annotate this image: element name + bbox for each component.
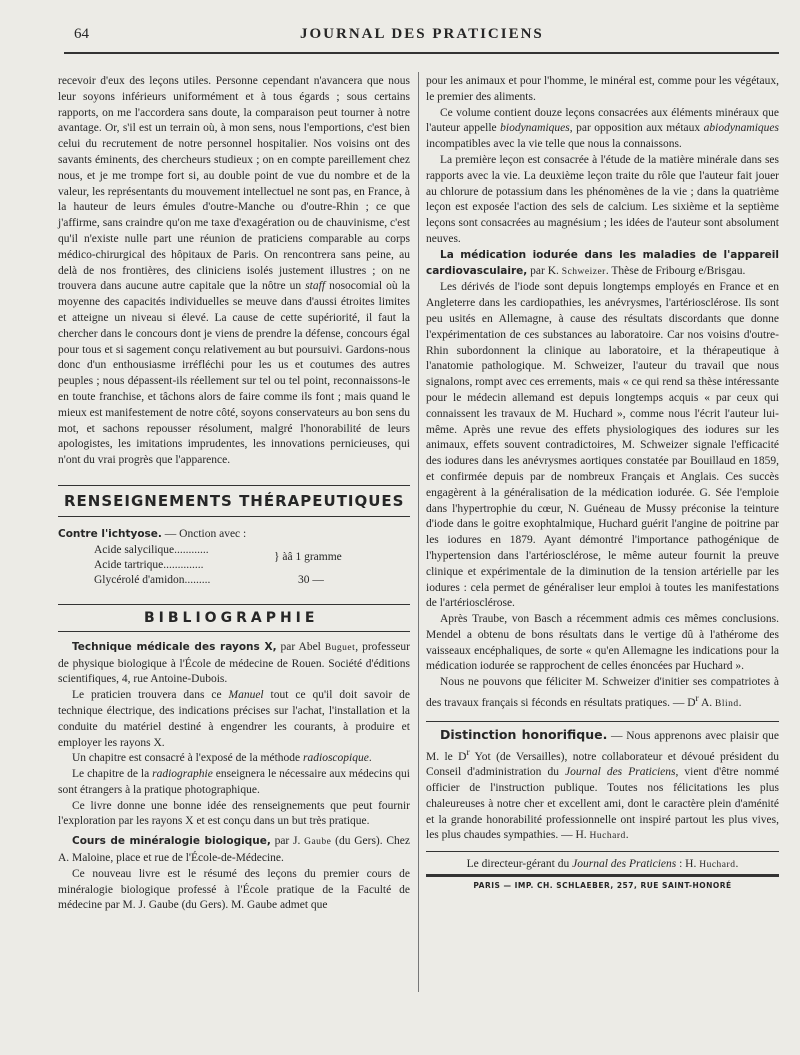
article-paragraph: La première leçon est consacrée à l'étude de la matière minérale dans ses rapports avec la vie. La deuxième leçon traite du rôle que l'auteur fait jouer au chlorure de potassium dans les phénomènes de la vie ; dans la quatrième leçon est exposée l'action des sels de calcium. Les sixième et la septième leçons sont consacrées au magnésium ; les idées de l'auteur sont absolument neuves. — [426, 153, 779, 245]
left-column — [58, 74, 410, 914]
column-divider — [418, 72, 419, 992]
rx-item: Glycérolé d'amidon......... 30 — — [94, 573, 324, 586]
biblio-entry-3: La médication iodurée dans les maladies de l'appareil cardiovasculaire, par K. Schweizer. Thèse de Fribourg e/Brisgau. — [426, 248, 779, 277]
biblio-paragraph: Ce livre donne une bonne idée des renseignements que peut fournir l'exploration par les rayons X et est conçu dans un but très pratique. — [58, 799, 410, 828]
biblio-paragraph: Un chapitre est consacré à l'exposé de la méthode radioscopique. — [72, 752, 372, 765]
renseignements-title: RENSEIGNEMENTS THÉRAPEUTIQUES — [64, 491, 405, 510]
footer-rule-bottom — [426, 874, 779, 877]
biblio-paragraph: Le praticien trouvera dans ce Manuel tout ce qu'il doit savoir de technique électrique, des indications précises sur l'achat, l'installation et la conduite du matériel destiné à engendrer les courants, à produire et employer les rayons X. — [58, 689, 410, 749]
header-rule — [64, 52, 779, 54]
rx-list — [58, 543, 410, 588]
article-paragraph: Après Traube, von Basch a récemment admis ces mêmes conclusions. Mendel a obtenu de bons résultats dans le vertige dû à l'athérome des vaisseaux encéphaliques, de sorte « qu'en Allemagne les indications pour la médication iodurée se rapprochent de celles énoncées par Huchard ». — [426, 613, 779, 673]
right-column — [426, 74, 779, 890]
rx-heading: Contre l'ichtyose. — Onction avec : — [58, 527, 247, 540]
footer-rule-top — [426, 851, 779, 852]
rx-brace-dose: } àâ 1 gramme — [274, 550, 342, 563]
director-line: Le directeur-gérant du Journal des Praticiens : H. Huchard. — [466, 858, 739, 871]
article-paragraph: Les dérivés de l'iode sont depuis longtemps employés en France et en Angleterre dans les cardiopathies, les anévrysmes, l'artériosclérose. Ils sont peu usités en Allemagne, à cause des résultats discordants que donne l'expérimentation de ces substances au laboratoire. Car nos voisins d'outre-Rhin subordonnent la clinique au laboratoire, et la thérapeutique à l'anatomie pathologique. M. Schweizer, l'auteur du travail que nous signalons, rompt avec ces errements, mais « ce qui rend sa thèse intéressante pour le médecin allemand est depuis longtemps acquis « par ceux qui connaissent les travaux de M. Huchard », comme nous l'écrit l'auteur lui-même. Après une revue des effets physiologiques des iodures sur les animaux, effets souvent contradictoires, M. Schweizer signale l'efficacité des iodures dans les anévrysmes aortiques constatée par Bouillaud en 1859, et confirmée depuis par de nombreux Français et Anglais. Ces succès engagèrent à la généralisation de la médication iodurée. G. Sée l'emploie dans l'hypertrophie du cœur, N. Guéneau de Mussy préconise la teinture d'iode dans le goitre exophtalmique, Huchard guérit l'angine de poitrine par les iodures en 1879. Ayant démontré l'importance pathogénique de l'hypertension dans l'artériosclérose, le même auteur fournit la preuve clinique et expérimentale de la diminution de la tension artérielle par les iodures : cela permet de généraliser leur emploi à toutes les manifestations de l'artériosclérose. — [426, 281, 779, 610]
page-number: 64 — [74, 26, 89, 42]
section-rule-top — [58, 485, 410, 486]
biblio-paragraph: Le chapitre de la radiographie enseignera le nécessaire aux médecins qui sont étrangers à la pratique photographique. — [58, 768, 410, 796]
distinction-paragraph: Distinction honorifique. — Nous apprenons avec plaisir que M. le $D^r$ Yot (de Versailles), notre collaborateur et dévoué président du Conseil d'administration du Journal des Praticiens, vient d'être nommé officier de l'instruction publique. Toutes nos félicitations les plus chaleureuses à notre cher et excellent ami, dont le caractère plein d'aménité et la grande honorabilité professionnelle ont inspiré partout les plus vives, les plus chaudes sympathies. — H. Huchard. — [426, 726, 779, 842]
running-title: JOURNAL DES PRATICIENS — [300, 26, 544, 42]
article-paragraph: Ce volume contient douze leçons consacrées aux éléments minéraux que l'auteur appelle biodynamiques, par opposition aux métaux abiodynamiques incompatibles avec la vie telle que nous la connaissons. — [426, 106, 780, 151]
article-paragraph: Nous ne pouvons que féliciter M. Schweizer d'initier ses compatriotes à des travaux français si féconds en résultats pratiques. — $D^r$ A. Blind. — [426, 676, 779, 709]
biblio-entry-2: Cours de minéralogie biologique, par J. Gaube (du Gers). Chez A. Maloine, place et rue de l'École-de-Médecine. — [58, 835, 410, 865]
rx-item: Acide tartrique.............. — [94, 558, 204, 571]
intro-paragraph: recevoir d'eux des leçons utiles. Personne cependant n'avancera que nous leur soyons inférieurs uniformément et à tous égards ; sous certains rapports, on me l'accordera sans doute, la comparaison peut tourner à notre avantage. Or, s'il est un terrain où, à mon sens, nous l'emportions, c'est bien celui du recrutement de notre personnel hospitalier. Nos voisins ont des savants éminents, des chercheurs studieux ; on en compte pareillement chez nous, et je me trompe fort si, au double point de vue du nombre et de la valeur, les représentants du mouvement intellectuel ne sont pas, en France, à la hauteur de leurs émules d'outre-Manche ou d'outre-Rhin ; ce que j'affirme, sans craindre qu'on me taxe d'exagération ou de chauvinisme, c'est qu'il n'existe nulle part une réunion de praticiens comparable au corps médico-chirurgical des hôpitaux de Paris. On rencontrera sans peine, au delà de nos frontières, des cliniciens isolés justement illustres ; on ne trouvera dans aucune autre capitale que la nôtre un staff nosocomial où la moyenne des capacités individuelles se meuve dans d'aussi étroites limites et atteigne un niveau si élevé. La cause de cette supériorité, il faut la chercher dans le concours dont je viens de prendre la défense, concours égal pour tous et si sagement conçu relativement au but poursuivi. Gardons-nous donc d'un enthousiasme irréfléchi pour les us et coutumes des autres peuples ; nous dépassent-ils réellement sur tel ou tel point, reconnaissons-le en toute franchise, et tâchons alors de faire comme ils font ; mais quand le mieux est manifestement de notre côté, soyons conservateurs au bon sens du mot, et sachons repousser résolument, malgré l'honorabilité de leurs apologistes, les imitations imprudentes, les innovations pernicieuses, qui n'ont du vrai progrès que l'apparence. — [58, 75, 410, 467]
article-paragraph: pour les animaux et pour l'homme, le minéral est, comme pour les végétaux, le premier des aliments. — [426, 75, 779, 103]
biblio-paragraph: Ce nouveau livre est le résumé des leçons du premier cours de minéralogie biologique professé à l'École pratique de la Faculté de médecine par M. J. Gaube (du Gers). M. Gaube admet que — [58, 867, 410, 912]
rx-item: Acide salycilique............ — [94, 543, 209, 556]
biblio-rule-top — [58, 604, 410, 605]
biblio-entry-1: Technique médicale des rayons X, par Abel Buguet, professeur de physique biologique à l'École de médecine de Rouen. Société d'éditions scientifiques, 4, rue Antoine-Dubois. — [58, 640, 410, 686]
bibliographie-title: BIBLIOGRAPHIE — [144, 609, 319, 626]
imprint: PARIS — IMP. CH. SCHLAEBER, 257, RUE SAINT-HONORÉ — [473, 881, 732, 891]
